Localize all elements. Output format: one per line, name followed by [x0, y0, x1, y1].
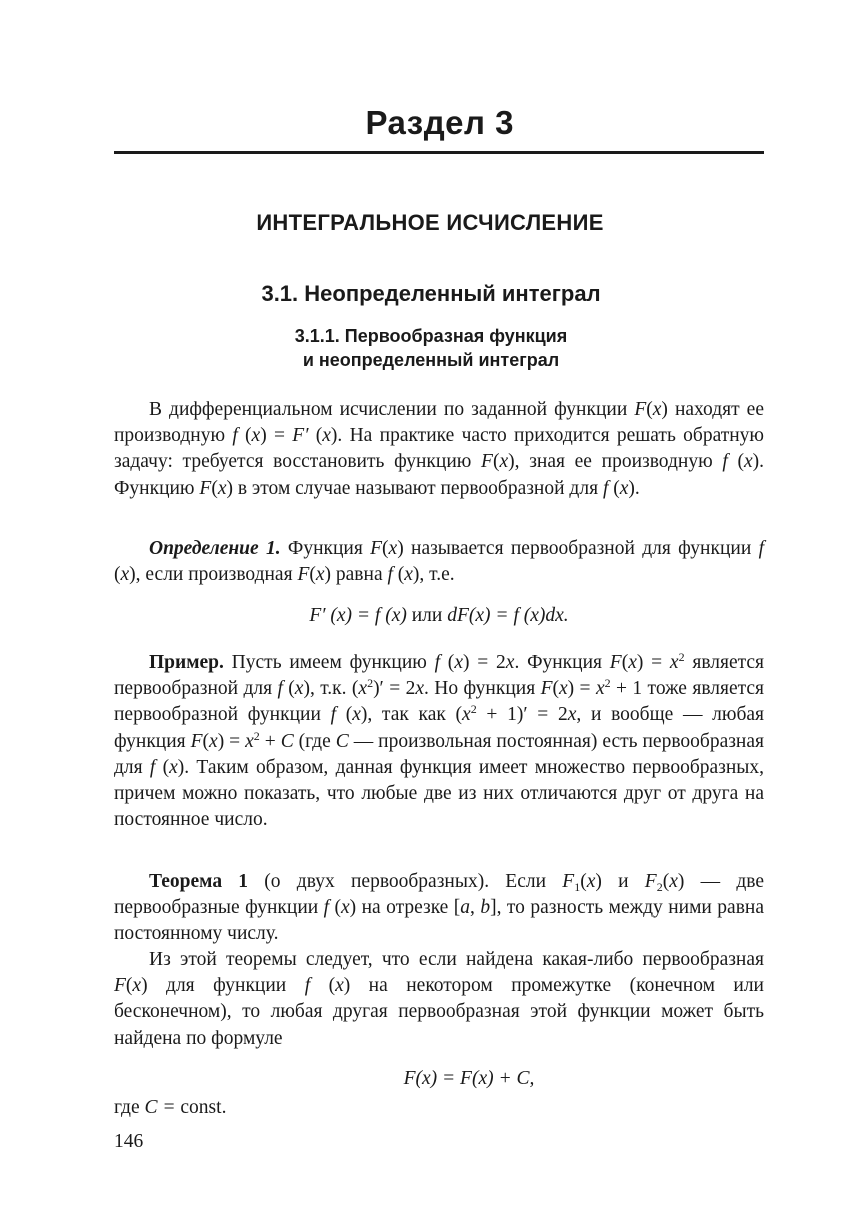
- definition-label: Определение 1.: [149, 538, 281, 559]
- section-rule: [114, 151, 764, 154]
- subsubsection-title-line1: 3.1.1. Первообразная функция: [294, 326, 568, 346]
- subsubsection-title-line2: и неопределенный интеграл: [302, 350, 560, 370]
- subsection-title: 3.1. Неопределенный интеграл: [261, 281, 601, 306]
- chapter-title: ИНТЕГРАЛЬНОЕ ИСЧИСЛЕНИЕ: [256, 210, 604, 235]
- formula-general-antiderivative: F(x) = F(x) + C,: [403, 1068, 535, 1089]
- where-line: где C = const.: [114, 1097, 227, 1118]
- example-label: Пример.: [149, 652, 224, 673]
- theorem-label: Теорема 1: [149, 871, 249, 892]
- section-title: Раздел 3: [365, 104, 514, 141]
- definition-paragraph: Определение 1. Функция F(x) называется первообразной для функции f (x), если производная F(x) равна f (x), т.е.: [114, 538, 764, 586]
- page: [114, 0, 764, 1229]
- formula-derivative: F′ (x) = f (x) или dF(x) = f (x)dx.: [309, 605, 569, 626]
- example-paragraph: Пример. Пусть имеем функцию f (x) = 2x. Функция $F(x) = x^2$ является первообразной для f (x), т.к. $(x^2)' = 2x$. Но функция $F(x) = x^2 + 1$ тоже является первообразной функции f (x), так как $(x^2 + 1)' = 2x$, и вообще — любая функция $F(x) = x^2 + C$ (где C — произвольная постоянная) есть первообразная для f (x). Таким образом, данная функция имеет множество первообразных, причем можно показать, что любые две из них отличаются друг от друга на постоянное число.: [114, 650, 765, 831]
- theorem-paragraph: Теорема 1 (о двух первообразных). Если $F_1(x)$ и $F_2(x)$ — две первообразные функции f (x) на отрезке [a, b], то разность между ними равна постоянному числу.: [114, 871, 765, 945]
- page-number: 146: [114, 1131, 144, 1152]
- subsubsection-title: [114, 324, 764, 372]
- consequence-paragraph: Из этой теоремы следует, что если найдена какая-либо первообразная F(x) для функции f (x) на некотором промежутке (конечном или бесконечном), то любая другая первообразная этой функции может быть найдена по формуле: [114, 949, 764, 1049]
- intro-paragraph: В дифференциальном исчислении по заданной функции F(x) находят ее производную f (x) = F′ (x). На практике часто приходится решать обратную задачу: требуется восстановить функцию F(x), зная ее производную f (x). Функцию F(x) в этом случае называют первообразной для f (x).: [114, 399, 764, 499]
